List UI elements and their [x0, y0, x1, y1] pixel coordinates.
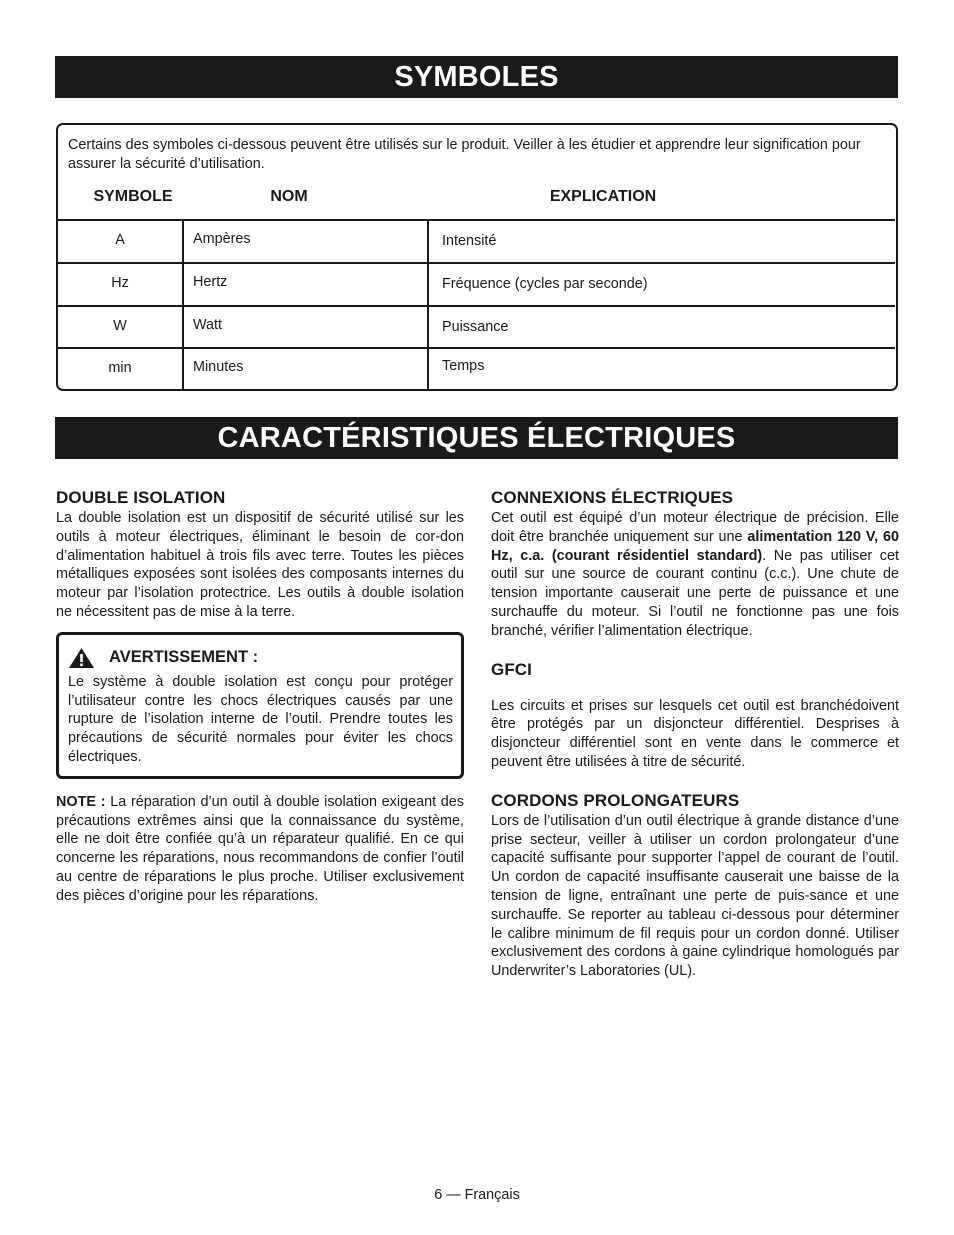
note-label: NOTE : — [56, 793, 106, 810]
cell-name: Hertz — [184, 264, 429, 305]
cell-symbol: Hz — [58, 264, 184, 305]
header-explanation: EXPLICATION — [549, 188, 657, 205]
connections-text-before: Cet outil est équipé d’un moteur électrique de précision. Elle doit être branchée uniquement sur une — [491, 510, 899, 545]
cell-name: Minutes — [184, 349, 429, 390]
double-insulation-heading: DOUBLE ISOLATION — [56, 488, 226, 507]
note-text — [56, 793, 464, 906]
table-row — [58, 347, 895, 390]
gfci-text: Les circuits et prises sur lesquels cet outil est branchédoivent être protégés par un disjoncteur différentiel. Desprises à disjoncteur différentiel sont en vente dans le commerce et peuvent être utilisées à titre de sécurité. — [491, 697, 899, 770]
extension-cords-text: Lors de l’utilisation d’un outil électrique à grande distance d’une prise secteur, veiller à utiliser un cordon prolongateur d’une capacité suffisante pour supporter l’appel de courant de l’outil. Un cordon de capacité insuffisante causerait une baisse de la tension de ligne, entraînant une perte de puis-sance et une surchauffe. Se reporter au tableau ci-dessous pour déterminer le calibre minimum de fil requis pour un cordon donné. Utiliser exclusivement des cordons à gaine cylindrique homologués par Underwriter’s Laboratories (UL). — [491, 812, 899, 980]
connections-text — [491, 509, 899, 641]
cell-name: Ampères — [184, 221, 429, 262]
symbols-table — [56, 123, 898, 391]
table-row — [58, 305, 895, 348]
cell-explanation: Temps — [442, 358, 485, 374]
cell-symbol: W — [58, 307, 184, 348]
warning-box — [56, 632, 464, 779]
page-footer: 6 — Français — [434, 1187, 520, 1203]
double-insulation-text: La double isolation est un dispositif de sécurité utilisé sur les outils à moteur électriques, éliminant le besoin de cor-don d’alimentation habituel à trois fils avec terre. Toutes les pièces métalliques exposées sont isolées des composants internes du moteur par l’isolation protectrice. Les outils à double isolation ne nécessitent pas de mise à la terre. — [56, 510, 464, 620]
cell-name: Watt — [184, 307, 429, 348]
gfci-heading: GFCI — [491, 659, 533, 679]
warning-triangle-icon — [68, 647, 95, 669]
right-column — [491, 487, 899, 981]
table-row — [58, 219, 895, 262]
extension-cords-heading: CORDONS PROLONGATEURS — [491, 790, 740, 810]
cell-explanation: Fréquence (cycles par seconde) — [442, 276, 648, 292]
connections-text-after: . Ne pas utiliser cet outil sur une source de courant continu (c.c.). Une chute de tension importante causerait une perte de puissance et une surchauffe du moteur. Si l’outil ne fonctionne pas une fois branché, vérifier l’alimentation électrique. — [491, 547, 899, 639]
warning-title: AVERTISSEMENT : — [109, 648, 259, 667]
cell-explanation: Intensité — [442, 233, 497, 249]
cell-explanation: Puissance — [442, 319, 509, 335]
electrical-banner: CARACTÉRISTIQUES ÉLECTRIQUES — [55, 417, 898, 459]
warning-text: Le système à double isolation est conçu pour protéger l’utilisateur contre les chocs électriques causés par une rupture de l’isolation interne de l’outil. Prendre toutes les précautions de sécurité normales pour éviter les chocs électriques. — [68, 673, 453, 765]
symbols-banner: SYMBOLES — [55, 56, 898, 98]
left-column — [56, 487, 464, 906]
symbols-intro: Certains des symboles ci-dessous peuvent être utilisés sur le produit. Veiller à les étudier et apprendre leur signification pour assurer la sécurité d’utilisation. — [68, 137, 861, 172]
connections-heading: CONNEXIONS ÉLECTRIQUES — [491, 488, 734, 507]
note-body: La réparation d’un outil à double isolation exigeant des précautions extrêmes ainsi que la connaissance du système, elle ne doit être confiée qu’à un réparateur qualifié. En ce qui concerne les réparations, nous recommandons de confier l’outil au centre de réparations le plus proche. Utiliser exclusivement des pièces d’origine pour les réparations. — [56, 793, 465, 904]
header-symbol: SYMBOLE — [93, 188, 173, 205]
connections-text-bold: alimentation 120 V, 60 Hz, c.a. (courant résidentiel standard) — [491, 528, 899, 564]
cell-symbol: min — [58, 349, 184, 390]
cell-symbol: A — [58, 221, 184, 262]
header-name: NOM — [270, 188, 308, 205]
table-row — [58, 262, 895, 305]
